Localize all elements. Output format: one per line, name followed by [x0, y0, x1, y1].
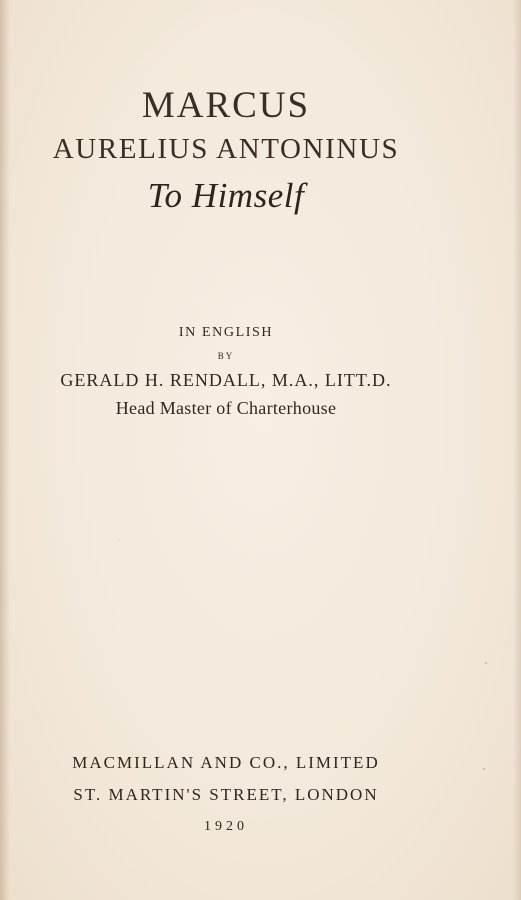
in-english-label: IN ENGLISH [178, 325, 274, 340]
title-line-aurelius-antoninus: AURELIUS ANTONINUS [52, 133, 400, 165]
paper-speck [485, 662, 487, 664]
paper-speck [483, 768, 485, 770]
title-line-to-himself: To Himself [147, 176, 305, 215]
publication-year: 1920 [204, 819, 248, 834]
publisher-address: ST. MARTIN'S STREET, LONDON [73, 785, 379, 804]
translator-name: GERALD H. RENDALL, M.A., LITT.D. [60, 370, 392, 390]
by-label: BY [217, 351, 235, 361]
paper-speck [118, 540, 119, 541]
publisher-name: MACMILLAN AND CO., LIMITED [72, 753, 380, 772]
translator-role: Head Master of Charterhouse [115, 398, 337, 418]
title-line-marcus: MARCUS [141, 85, 311, 126]
